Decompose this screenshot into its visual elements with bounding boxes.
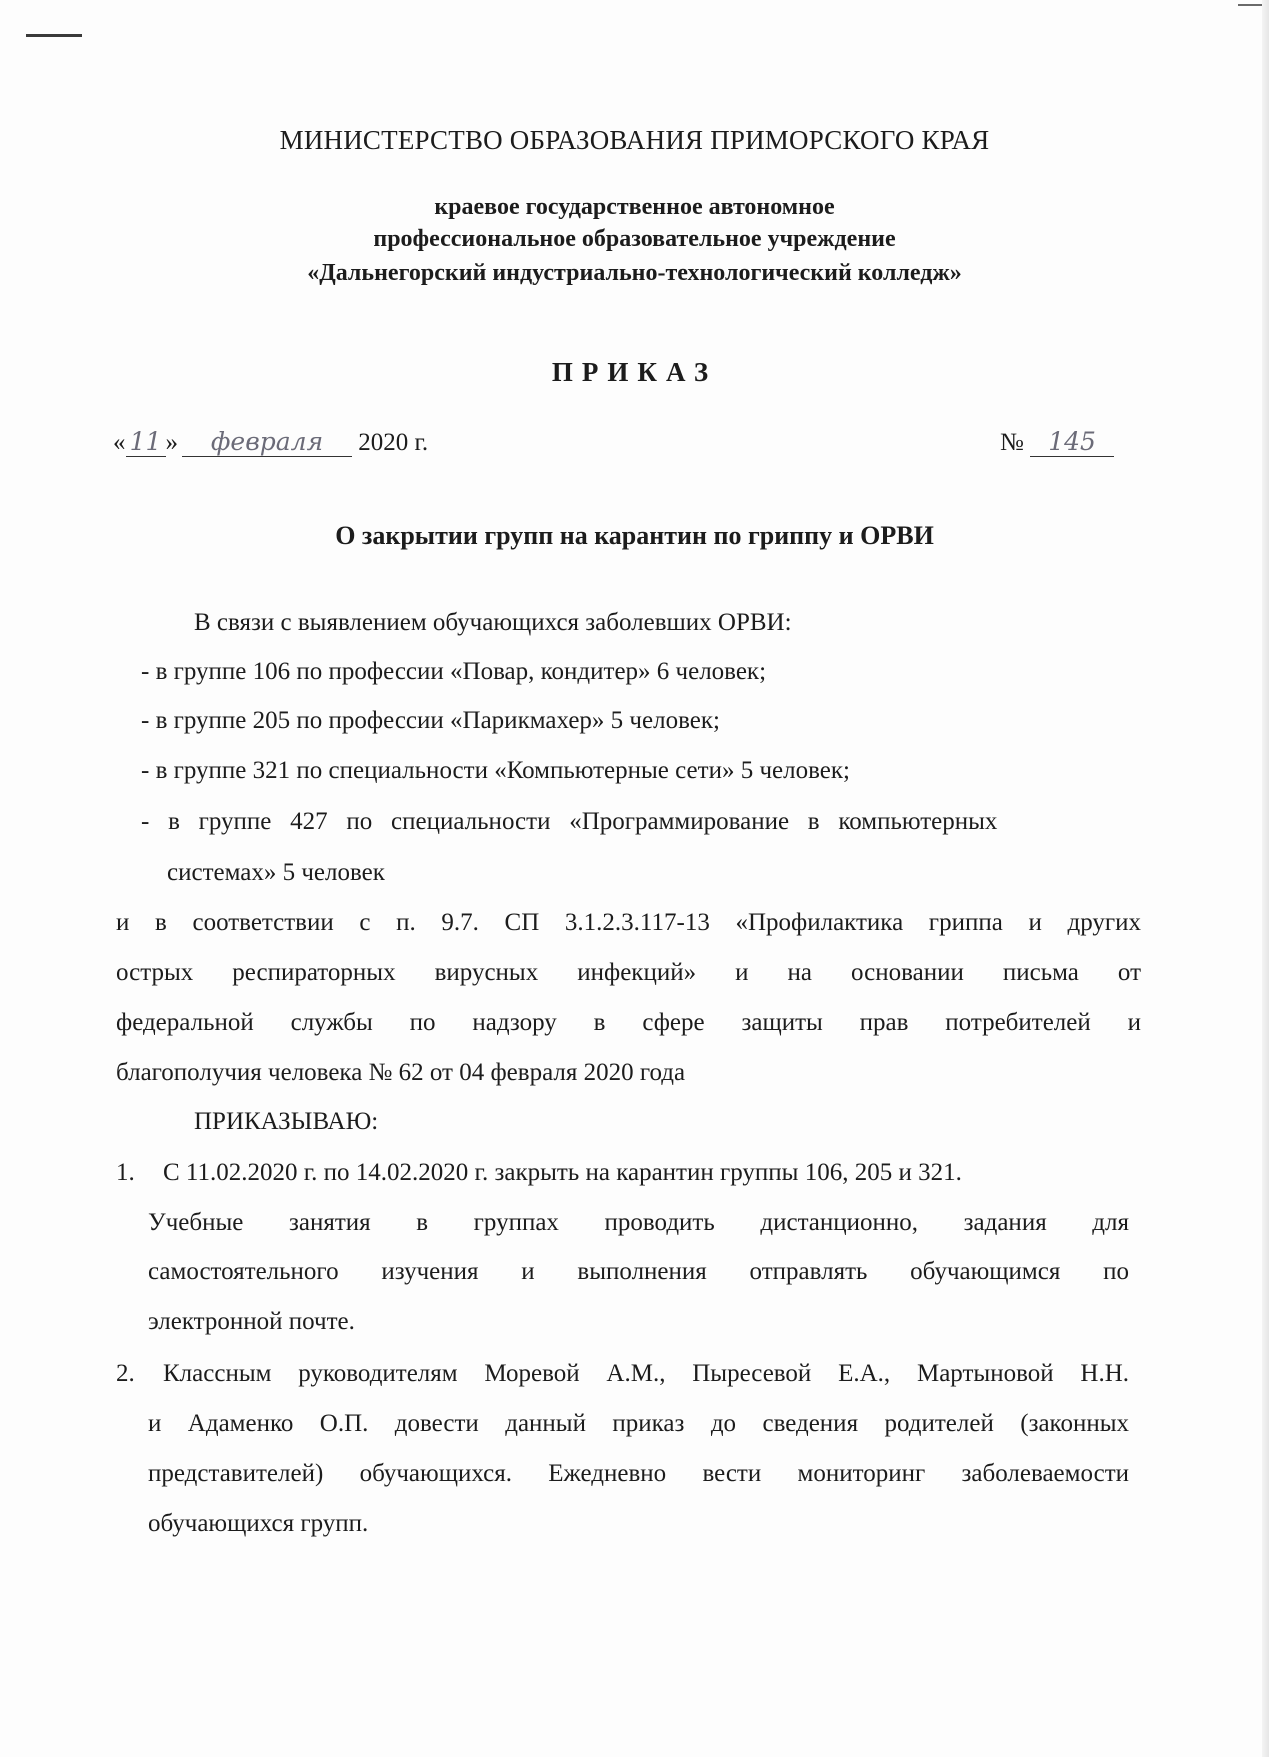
- number-value: 145: [1030, 428, 1114, 457]
- order-date: [113, 428, 428, 457]
- org-line-3: «Дальнегорский индустриально-технологический колледж»: [307, 260, 962, 286]
- date-day: 11: [126, 428, 166, 457]
- order-word: ПРИКАЗЫВАЮ:: [194, 1108, 379, 1135]
- point-line: электронной почте.: [148, 1308, 355, 1335]
- order-title: ПРИКАЗ: [551, 357, 718, 387]
- point-line: Классным руководителям Моревой А.М., Пыресевой Е.А., Мартыновой Н.Н.: [163, 1360, 1129, 1387]
- order-number: [1000, 428, 1114, 457]
- basis-line: острых респираторных вирусных инфекций» и на основании письма от: [116, 959, 1141, 986]
- date-year: 2020 г.: [358, 429, 429, 456]
- basis-line: благополучия человека № 62 от 04 февраля 2020 года: [116, 1059, 686, 1086]
- date-month: февраля: [182, 428, 352, 457]
- point-line: представителей) обучающихся. Ежедневно вести мониторинг заболеваемости: [148, 1460, 1129, 1487]
- basis-line: федеральной службы по надзору в сфере защиты прав потребителей и: [116, 1009, 1141, 1036]
- point-number: 2.: [116, 1360, 135, 1387]
- date-close-quote: »: [165, 429, 178, 456]
- list-item: - в группе 321 по специальности «Компьютерные сети» 5 человек;: [141, 757, 850, 784]
- scan-mark: [1238, 4, 1264, 6]
- org-line-1: краевое государственное автономное: [434, 194, 835, 220]
- point-line: Учебные занятия в группах проводить дистанционно, задания для: [148, 1209, 1129, 1236]
- point-line: самостоятельного изучения и выполнения отправлять обучающимся по: [148, 1258, 1129, 1285]
- list-item-continuation: системах» 5 человек: [167, 859, 385, 886]
- point-line: С 11.02.2020 г. по 14.02.2020 г. закрыть на карантин группы 106, 205 и 321.: [163, 1159, 962, 1186]
- ministry-title: МИНИСТЕРСТВО ОБРАЗОВАНИЯ ПРИМОРСКОГО КРАЯ: [279, 125, 990, 155]
- point-number: 1.: [116, 1159, 135, 1186]
- number-sign: №: [1000, 429, 1024, 456]
- basis-line: и в соответствии с п. 9.7. СП 3.1.2.3.117-13 «Профилактика гриппа и других: [116, 909, 1141, 936]
- point-line: обучающихся групп.: [148, 1510, 369, 1537]
- list-item: - в группе 427 по специальности «Программирование в компьютерных: [141, 808, 998, 835]
- point-line: и Адаменко О.П. довести данный приказ до сведения родителей (законных: [148, 1410, 1129, 1437]
- intro-paragraph: В связи с выявлением обучающихся заболевших ОРВИ:: [194, 609, 792, 636]
- scan-mark: [26, 34, 82, 37]
- date-open-quote: «: [113, 429, 126, 456]
- list-item: - в группе 106 по профессии «Повар, кондитер» 6 человек;: [141, 658, 767, 685]
- list-item: - в группе 205 по профессии «Парикмахер» 5 человек;: [141, 707, 720, 734]
- order-subject: О закрытии групп на карантин по гриппу и ОРВИ: [335, 521, 934, 550]
- org-line-2: профессиональное образовательное учреждение: [373, 226, 896, 252]
